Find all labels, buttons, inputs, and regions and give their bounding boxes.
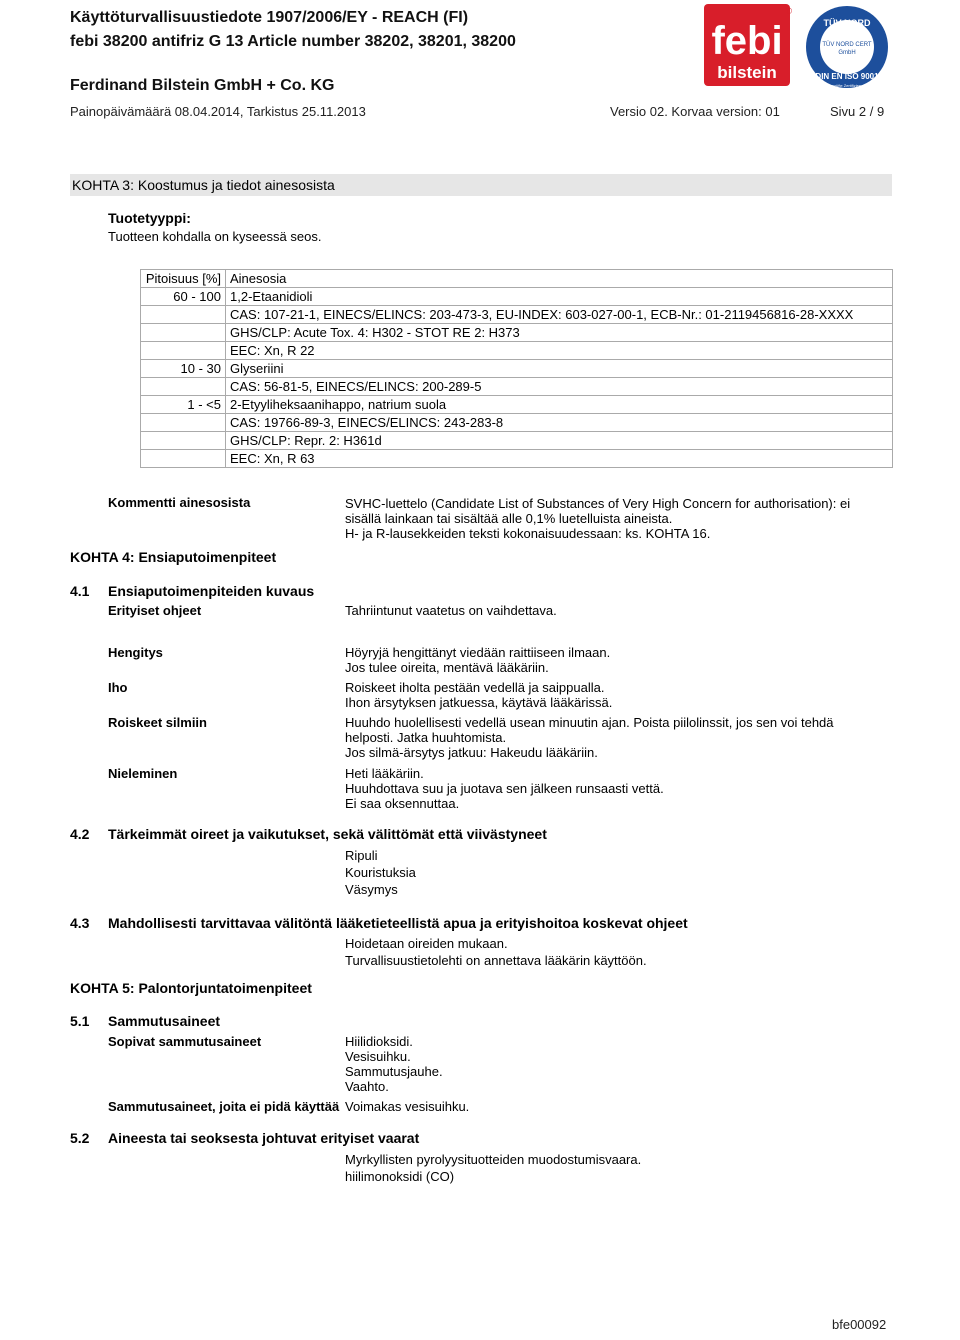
medical-advice-line: Hoidetaan oireiden mukaan.	[345, 936, 508, 951]
subsection-title: Aineesta tai seoksesta johtuvat erityiset vaarat	[108, 1130, 420, 1146]
concentration-cell: 10 - 30	[141, 360, 226, 378]
ingestion-line: Heti lääkäriin.	[345, 766, 424, 781]
symptom-item: Väsymys	[345, 882, 398, 897]
ingredient-cell: EEC: Xn, R 22	[226, 342, 893, 360]
table-row	[141, 450, 893, 468]
ingredient-cell: CAS: 56-81-5, EINECS/ELINCS: 200-289-5	[226, 378, 893, 396]
col-header-concentration: Pitoisuus [%]	[141, 270, 226, 288]
ingestion-label: Nieleminen	[108, 766, 178, 781]
print-date: Painopäivämäärä 08.04.2014, Tarkistus 25.11.2013	[70, 104, 366, 119]
special-instructions-label: Erityiset ohjeet	[108, 603, 202, 618]
subsection-5-1-title	[70, 1013, 220, 1029]
table-row	[141, 378, 893, 396]
concentration-cell	[141, 450, 226, 468]
subsection-5-2-title	[70, 1130, 419, 1146]
ingredient-cell: CAS: 19766-89-3, EINECS/ELINCS: 243-283-8	[226, 414, 893, 432]
eyes-text	[345, 715, 834, 760]
skin-text	[345, 680, 612, 710]
ingestion-text	[345, 766, 664, 811]
table-row	[141, 324, 893, 342]
company-name: Ferdinand Bilstein GmbH + Co. KG	[70, 77, 335, 94]
subsection-4-1-title	[70, 583, 314, 599]
special-instructions-text: Tahriintunut vaatetus on vaihdettava.	[345, 603, 557, 618]
ingredient-cell: 2-Etyyliheksaanihappo, natrium suola	[226, 396, 893, 414]
comment-text	[345, 496, 850, 541]
unsuitable-media-label: Sammutusaineet, joita ei pidä käyttää	[108, 1099, 340, 1114]
tuv-gmbh-text: GmbH	[838, 50, 856, 56]
table-row	[141, 396, 893, 414]
febi-logo-text: febi	[711, 19, 783, 63]
page-number: Sivu 2 / 9	[830, 104, 885, 119]
symptoms-list	[345, 847, 416, 898]
tuv-bottom-text: Geprüfte Zertifizierung	[827, 83, 867, 88]
document-title: Käyttöturvallisuustiedote 1907/2006/EY - REACH (FI)	[70, 9, 469, 26]
col-header-ingredients: Ainesosia	[226, 270, 893, 288]
tuv-nord-logo	[804, 4, 890, 93]
section-3-title: KOHTA 3: Koostumus ja tiedot ainesosista	[70, 174, 892, 196]
bilstein-logo-text: bilstein	[717, 63, 777, 82]
suitable-media-label: Sopivat sammutusaineet	[108, 1034, 262, 1049]
febi-bilstein-logo	[704, 4, 794, 93]
inhalation-text	[345, 645, 610, 675]
ingestion-line: Huuhdottava suu ja juotava sen jälkeen runsaasti vettä.	[345, 781, 664, 796]
tuv-iso-text: DIN EN ISO 9001	[815, 72, 879, 81]
subsection-number: 5.2	[70, 1130, 90, 1146]
suitable-media-item: Vesisuihku.	[345, 1049, 411, 1064]
subsection-4-3-title	[70, 915, 688, 931]
table-row	[141, 306, 893, 324]
ingredient-cell: CAS: 107-21-1, EINECS/ELINCS: 203-473-3, EU-INDEX: 603-027-00-1, ECB-Nr.: 01-2119456816-28-XXXX	[226, 306, 893, 324]
product-title: febi 38200 antifriz G 13 Article number 38202, 38201, 38200	[70, 33, 516, 50]
medical-advice-text	[345, 935, 647, 969]
subsection-number: 4.3	[70, 915, 90, 931]
subsection-title: Sammutusaineet	[108, 1013, 221, 1029]
comment-line: sisällä lainkaan tai sisältää alle 0,1% luetelluista aineista.	[345, 511, 673, 526]
table-row	[141, 342, 893, 360]
ingredient-cell: GHS/CLP: Repr. 2: H361d	[226, 432, 893, 450]
ingredient-cell: Glyseriini	[226, 360, 893, 378]
subsection-4-2-title	[70, 826, 547, 842]
concentration-cell	[141, 324, 226, 342]
suitable-media-item: Hiilidioksidi.	[345, 1034, 413, 1049]
table-header-row	[141, 270, 893, 288]
section-4-title: KOHTA 4: Ensiaputoimenpiteet	[70, 549, 277, 565]
concentration-cell	[141, 342, 226, 360]
inhalation-line: Jos tulee oireita, mentävä lääkäriin.	[345, 660, 549, 675]
tuv-logo-graphic	[804, 4, 890, 90]
symptom-item: Kouristuksia	[345, 865, 416, 880]
ingestion-line: Ei saa oksennuttaa.	[345, 796, 460, 811]
concentration-cell	[141, 432, 226, 450]
comment-line: SVHC-luettelo (Candidate List of Substances of Very High Concern for authorisation): ei	[345, 496, 851, 511]
table-row	[141, 432, 893, 450]
concentration-cell: 60 - 100	[141, 288, 226, 306]
eyes-line: Jos silmä-ärsytys jatkuu: Hakeudu lääkäriin.	[345, 745, 598, 760]
febi-logo-graphic	[704, 4, 794, 90]
suitable-media-item: Vaahto.	[345, 1079, 389, 1094]
footer-code: bfe00092	[832, 1317, 887, 1332]
skin-label: Iho	[108, 680, 128, 695]
suitable-media-list	[345, 1034, 443, 1094]
comment-line: H- ja R-lausekkeiden teksti kokonaisuudessaan: ks. KOHTA 16.	[345, 526, 711, 541]
skin-line: Ihon ärsytyksen jatkuessa, käytävä lääkärissä.	[345, 695, 613, 710]
table-row	[141, 360, 893, 378]
symptom-item: Ripuli	[345, 848, 378, 863]
eyes-line: Huuhdo huolellisesti vedellä usean minuutin ajan. Poista piilolinssit, jos sen voi tehdä	[345, 715, 834, 730]
special-hazards-text	[345, 1151, 641, 1185]
subsection-title: Tärkeimmät oireet ja vaikutukset, sekä välittömät että viivästyneet	[108, 826, 547, 842]
section-5-title: KOHTA 5: Palontorjuntatoimenpiteet	[70, 980, 312, 996]
subsection-number: 4.2	[70, 826, 90, 842]
subsection-title: Mahdollisesti tarvittavaa välitöntä lääketieteellistä apua ja erityishoitoa koskevat ohjeet	[108, 915, 688, 931]
ingredient-cell: EEC: Xn, R 63	[226, 450, 893, 468]
product-type-label: Tuotetyyppi:	[108, 210, 191, 226]
concentration-cell	[141, 378, 226, 396]
medical-advice-line: Turvallisuustietolehti on annettava lääkärin käyttöön.	[345, 953, 647, 968]
ingredient-cell: GHS/CLP: Acute Tox. 4: H302 - STOT RE 2: H373	[226, 324, 893, 342]
unsuitable-media-text: Voimakas vesisuihku.	[345, 1099, 470, 1114]
subsection-title: Ensiaputoimenpiteiden kuvaus	[108, 583, 315, 599]
table-row	[141, 414, 893, 432]
suitable-media-item: Sammutusjauhe.	[345, 1064, 443, 1079]
composition-table	[140, 269, 893, 468]
tuv-cert-text: TÜV NORD CERT	[822, 42, 872, 48]
concentration-cell	[141, 306, 226, 324]
version-info: Versio 02. Korvaa version: 01	[610, 104, 780, 119]
special-hazard-line: hiilimonoksidi (CO)	[345, 1169, 455, 1184]
tuv-top-text: TÜV NORD	[823, 18, 871, 28]
concentration-cell	[141, 414, 226, 432]
eyes-label: Roiskeet silmiin	[108, 715, 207, 730]
table-row	[141, 288, 893, 306]
skin-line: Roiskeet iholta pestään vedellä ja saippualla.	[345, 680, 605, 695]
ingredient-cell: 1,2-Etaanidioli	[226, 288, 893, 306]
concentration-cell: 1 - <5	[141, 396, 226, 414]
eyes-line: helposti. Jatka huuhtomista.	[345, 730, 507, 745]
special-hazard-line: Myrkyllisten pyrolyysituotteiden muodostumisvaara.	[345, 1152, 642, 1167]
subsection-number: 5.1	[70, 1013, 90, 1029]
product-type-text: Tuotteen kohdalla on kyseessä seos.	[108, 229, 322, 244]
inhalation-line: Höyryjä hengittänyt viedään raittiiseen ilmaan.	[345, 645, 611, 660]
registered-mark: ®	[785, 6, 792, 16]
inhalation-label: Hengitys	[108, 645, 163, 660]
subsection-number: 4.1	[70, 583, 90, 599]
comment-label: Kommentti ainesosista	[108, 495, 251, 510]
